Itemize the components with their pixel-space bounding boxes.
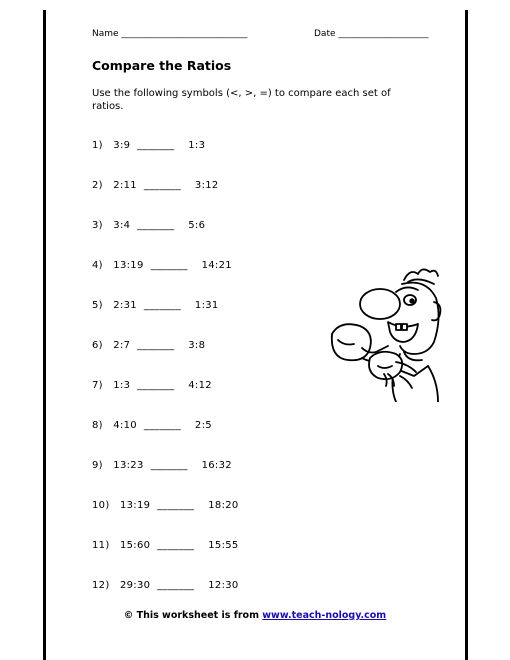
problem-3: 3) 3:4 _______ 5:6 [92,220,206,231]
problem-9: 9) 13:23 _______ 16:32 [92,460,232,471]
problem-2: 2) 2:11 _______ 3:12 [92,180,219,191]
boxer-cartoon-icon [322,262,447,402]
problem-10: 10) 13:19 _______ 18:20 [92,500,239,511]
date-field: Date ____________________ [314,29,429,39]
problem-7: 7) 1:3 _______ 4:12 [92,380,212,391]
page-title: Compare the Ratios [92,58,232,73]
problem-1: 1) 3:9 _______ 1:3 [92,140,206,151]
footer-prefix: © This worksheet is from [123,610,263,621]
problem-11: 11) 15:60 _______ 15:55 [92,540,239,551]
problem-6: 6) 2:7 _______ 3:8 [92,340,206,351]
name-field: Name ____________________________ [92,29,248,39]
footer-credit [0,610,510,621]
problem-12: 12) 29:30 _______ 12:30 [92,580,239,591]
problem-8: 8) 4:10 _______ 2:5 [92,420,212,431]
instructions-text: Use the following symbols (<, >, =) to compare each set of ratios. [92,88,391,112]
footer-link[interactable]: www.teach-nology.com [262,610,387,621]
problem-5: 5) 2:31 _______ 1:31 [92,300,219,311]
problem-4: 4) 13:19 _______ 14:21 [92,260,232,271]
